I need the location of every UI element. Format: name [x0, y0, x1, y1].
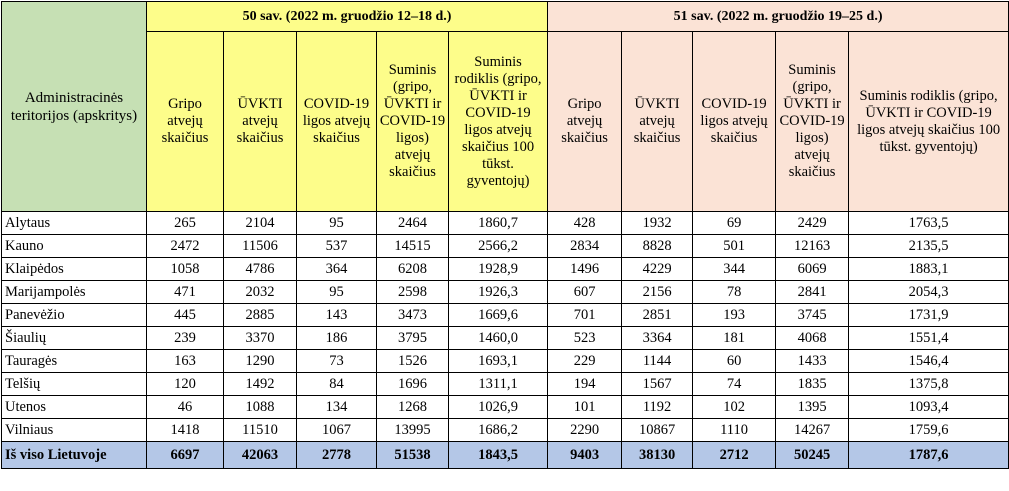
table-row: [2, 373, 1009, 396]
total-label: Iš viso Lietuvoje: [2, 442, 147, 469]
w51-total-cell: 1835: [776, 373, 849, 396]
w51-flu-cell: 607: [548, 281, 622, 304]
w51-uvkti-header: ŪVKTI atvejų skaičius: [622, 32, 693, 212]
w51-rate-total: 1787,6: [849, 442, 1009, 469]
w50-covid-total: 2778: [297, 442, 377, 469]
w51-covid-cell: 344: [693, 258, 776, 281]
w51-total-header: Suminis (gripo, ŪVKTI ir COVID-19 ligos) atvejų skaičius: [776, 32, 849, 212]
w51-rate-cell: 1883,1: [849, 258, 1009, 281]
w51-rate-cell: 1093,4: [849, 396, 1009, 419]
total-row: [2, 442, 1009, 469]
w50-covid-cell: 134: [297, 396, 377, 419]
w50-rate-cell: 1860,7: [449, 212, 548, 235]
region-name: Vilniaus: [2, 419, 147, 442]
week-51-header: 51 sav. (2022 m. gruodžio 19–25 d.): [548, 2, 1009, 32]
region-name: Kauno: [2, 235, 147, 258]
w51-uvkti-cell: 1192: [622, 396, 693, 419]
table-row: [2, 419, 1009, 442]
w51-rate-header: Suminis rodiklis (gripo, ŪVKTI ir COVID-19 ligos atvejų skaičius 100 tūkst. gyventojų): [849, 32, 1009, 212]
w50-uvkti-cell: 2104: [224, 212, 297, 235]
w50-rate-cell: 1026,9: [449, 396, 548, 419]
w51-covid-cell: 60: [693, 350, 776, 373]
w51-total-cell: 2429: [776, 212, 849, 235]
table-row: [2, 396, 1009, 419]
w51-uvkti-cell: 3364: [622, 327, 693, 350]
w51-uvkti-cell: 2851: [622, 304, 693, 327]
w50-total-header: Suminis (gripo, ŪVKTI ir COVID-19 ligos) atvejų skaičius: [377, 32, 449, 212]
w50-covid-cell: 73: [297, 350, 377, 373]
w50-rate-cell: 2566,2: [449, 235, 548, 258]
w50-rate-cell: 1926,3: [449, 281, 548, 304]
table-row: [2, 258, 1009, 281]
w51-rate-cell: 1731,9: [849, 304, 1009, 327]
w51-total-cell: 1395: [776, 396, 849, 419]
w51-covid-cell: 69: [693, 212, 776, 235]
w51-covid-cell: 193: [693, 304, 776, 327]
w50-covid-cell: 364: [297, 258, 377, 281]
admin-territory-header: Administracinės teritorijos (apskritys): [2, 2, 147, 212]
w50-covid-cell: 95: [297, 212, 377, 235]
column-header-row: [2, 32, 1009, 212]
w50-flu-cell: 2472: [147, 235, 224, 258]
w50-flu-cell: 1418: [147, 419, 224, 442]
w50-total-cell: 1696: [377, 373, 449, 396]
w50-uvkti-cell: 11506: [224, 235, 297, 258]
w50-flu-cell: 239: [147, 327, 224, 350]
w51-flu-cell: 523: [548, 327, 622, 350]
w50-covid-cell: 143: [297, 304, 377, 327]
w51-total-cell: 3745: [776, 304, 849, 327]
w51-flu-cell: 194: [548, 373, 622, 396]
table-row: [2, 350, 1009, 373]
w50-uvkti-cell: 2885: [224, 304, 297, 327]
w51-total-cell: 1433: [776, 350, 849, 373]
w50-uvkti-cell: 4786: [224, 258, 297, 281]
w51-covid-cell: 1110: [693, 419, 776, 442]
w51-uvkti-cell: 4229: [622, 258, 693, 281]
w51-total-cell: 4068: [776, 327, 849, 350]
table-row: [2, 327, 1009, 350]
w51-covid-total: 2712: [693, 442, 776, 469]
w51-covid-cell: 74: [693, 373, 776, 396]
w50-covid-header: COVID-19 ligos atvejų skaičius: [297, 32, 377, 212]
w50-covid-cell: 1067: [297, 419, 377, 442]
region-name: Panevėžio: [2, 304, 147, 327]
region-name: Utenos: [2, 396, 147, 419]
region-name: Šiaulių: [2, 327, 147, 350]
w51-covid-cell: 102: [693, 396, 776, 419]
w51-uvkti-total: 38130: [622, 442, 693, 469]
w50-total-cell: 6208: [377, 258, 449, 281]
w51-uvkti-cell: 1567: [622, 373, 693, 396]
w51-flu-cell: 2834: [548, 235, 622, 258]
w50-total-cell: 2464: [377, 212, 449, 235]
table-row: [2, 281, 1009, 304]
w50-uvkti-cell: 11510: [224, 419, 297, 442]
w50-total-cell: 3473: [377, 304, 449, 327]
w51-flu-cell: 701: [548, 304, 622, 327]
w51-covid-cell: 181: [693, 327, 776, 350]
w50-flu-cell: 120: [147, 373, 224, 396]
w50-flu-cell: 265: [147, 212, 224, 235]
w50-flu-header: Gripo atvejų skaičius: [147, 32, 224, 212]
w51-flu-cell: 2290: [548, 419, 622, 442]
statistics-table: [1, 1, 1009, 469]
w51-uvkti-cell: 8828: [622, 235, 693, 258]
table-row: [2, 235, 1009, 258]
region-name: Marijampolės: [2, 281, 147, 304]
w51-uvkti-cell: 1144: [622, 350, 693, 373]
w50-flu-cell: 46: [147, 396, 224, 419]
region-name: Alytaus: [2, 212, 147, 235]
table-row: [2, 304, 1009, 327]
w50-covid-cell: 186: [297, 327, 377, 350]
w50-uvkti-cell: 1492: [224, 373, 297, 396]
w51-covid-header: COVID-19 ligos atvejų skaičius: [693, 32, 776, 212]
w50-sum-total: 51538: [377, 442, 449, 469]
w50-rate-cell: 1460,0: [449, 327, 548, 350]
w50-rate-cell: 1669,6: [449, 304, 548, 327]
w50-flu-cell: 1058: [147, 258, 224, 281]
w51-flu-cell: 1496: [548, 258, 622, 281]
w50-total-cell: 1268: [377, 396, 449, 419]
w50-flu-cell: 163: [147, 350, 224, 373]
w51-total-cell: 12163: [776, 235, 849, 258]
w50-covid-cell: 95: [297, 281, 377, 304]
w51-rate-cell: 1763,5: [849, 212, 1009, 235]
w50-total-cell: 14515: [377, 235, 449, 258]
w50-rate-cell: 1693,1: [449, 350, 548, 373]
w50-rate-cell: 1928,9: [449, 258, 548, 281]
w51-uvkti-cell: 1932: [622, 212, 693, 235]
w50-total-cell: 1526: [377, 350, 449, 373]
week-50-header: 50 sav. (2022 m. gruodžio 12–18 d.): [147, 2, 548, 32]
w51-rate-cell: 1551,4: [849, 327, 1009, 350]
w51-rate-cell: 1759,6: [849, 419, 1009, 442]
w50-covid-cell: 84: [297, 373, 377, 396]
w51-total-cell: 6069: [776, 258, 849, 281]
w50-uvkti-total: 42063: [224, 442, 297, 469]
w51-total-cell: 2841: [776, 281, 849, 304]
w50-uvkti-cell: 1290: [224, 350, 297, 373]
w51-flu-cell: 229: [548, 350, 622, 373]
w50-total-cell: 2598: [377, 281, 449, 304]
w50-total-cell: 13995: [377, 419, 449, 442]
week-header-row: [2, 2, 1009, 32]
w51-covid-cell: 78: [693, 281, 776, 304]
w51-rate-cell: 2054,3: [849, 281, 1009, 304]
w51-flu-cell: 428: [548, 212, 622, 235]
w51-flu-header: Gripo atvejų skaičius: [548, 32, 622, 212]
w51-uvkti-cell: 10867: [622, 419, 693, 442]
w51-rate-cell: 2135,5: [849, 235, 1009, 258]
region-name: Tauragės: [2, 350, 147, 373]
region-name: Klaipėdos: [2, 258, 147, 281]
table-row: [2, 212, 1009, 235]
w50-uvkti-cell: 2032: [224, 281, 297, 304]
w51-flu-cell: 101: [548, 396, 622, 419]
w50-flu-total: 6697: [147, 442, 224, 469]
w51-uvkti-cell: 2156: [622, 281, 693, 304]
region-name: Telšių: [2, 373, 147, 396]
w51-total-cell: 14267: [776, 419, 849, 442]
w51-rate-cell: 1546,4: [849, 350, 1009, 373]
w50-total-cell: 3795: [377, 327, 449, 350]
w50-uvkti-cell: 3370: [224, 327, 297, 350]
w51-flu-total: 9403: [548, 442, 622, 469]
w51-covid-cell: 501: [693, 235, 776, 258]
w50-covid-cell: 537: [297, 235, 377, 258]
w51-rate-cell: 1375,8: [849, 373, 1009, 396]
w50-rate-cell: 1686,2: [449, 419, 548, 442]
w50-rate-header: Suminis rodiklis (gripo, ŪVKTI ir COVID-19 ligos atvejų skaičius 100 tūkst. gyventojų): [449, 32, 548, 212]
w50-flu-cell: 471: [147, 281, 224, 304]
w50-flu-cell: 445: [147, 304, 224, 327]
w50-uvkti-cell: 1088: [224, 396, 297, 419]
w51-sum-total: 50245: [776, 442, 849, 469]
w50-uvkti-header: ŪVKTI atvejų skaičius: [224, 32, 297, 212]
w50-rate-cell: 1311,1: [449, 373, 548, 396]
w50-rate-total: 1843,5: [449, 442, 548, 469]
